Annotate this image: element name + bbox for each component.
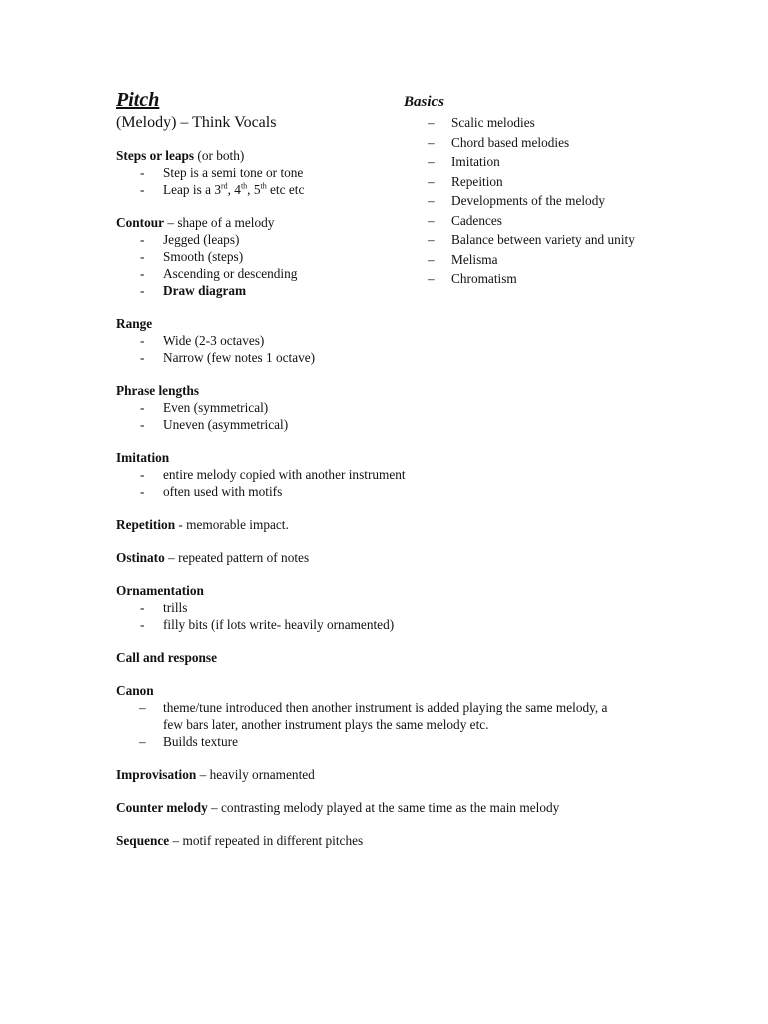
steps-heading: Steps or leaps [116, 148, 195, 163]
bullet-marker: – [428, 271, 435, 286]
ostinato-heading: Ostinato [116, 550, 165, 565]
ostinato-text: – repeated pattern of notes [164, 550, 310, 565]
steps-item-text: , 5 [247, 182, 261, 197]
list-item [116, 466, 736, 483]
bullet-marker: – [139, 734, 146, 749]
basics-item-text: Repeition [451, 173, 503, 189]
call-response-heading: Call and response [116, 650, 217, 665]
steps-item-text: , 4 [227, 182, 241, 197]
bullet-marker: - [140, 182, 145, 197]
basics-item-text: Cadences [451, 212, 502, 228]
page-subtitle: (Melody) – Think Vocals [116, 114, 277, 131]
list-item [116, 599, 736, 616]
list-item [116, 733, 628, 750]
imitation-item-text: often used with motifs [163, 484, 283, 499]
range-item-text: Wide (2-3 octaves) [163, 333, 265, 348]
steps-item-text: Leap is a 3 [163, 182, 221, 197]
ornamentation-item-text: trills [163, 600, 188, 615]
ornamentation-section [116, 582, 736, 633]
contour-heading-rest: – shape of a melody [164, 215, 275, 230]
bullet-marker: – [139, 700, 146, 715]
steps-item-text: etc etc [266, 182, 305, 197]
bullet-marker: – [428, 193, 435, 208]
bullet-marker: - [140, 232, 145, 247]
list-item [404, 269, 734, 289]
bullet-marker: - [140, 283, 145, 298]
ordinal-suffix: th [260, 181, 267, 191]
range-section [116, 315, 736, 366]
bullet-marker: – [428, 212, 435, 228]
bullet-marker: - [140, 600, 145, 615]
improvisation-line [116, 766, 736, 783]
phrase-heading: Phrase lengths [116, 383, 200, 398]
bullet-marker: – [428, 173, 435, 189]
list-item [116, 616, 736, 633]
bullet-marker: - [140, 400, 145, 415]
basics-item-text: Melisma [451, 251, 498, 267]
contour-item-text: Smooth (steps) [163, 249, 244, 264]
basics-column [404, 92, 734, 289]
ornamentation-item-text: filly bits (if lots write- heavily ornamented) [163, 617, 395, 632]
list-item [116, 332, 736, 349]
basics-heading: Basics [404, 94, 445, 110]
bullet-marker: - [140, 417, 145, 432]
bullet-marker: - [140, 350, 145, 365]
bullet-marker: - [140, 165, 145, 180]
ordinal-suffix: rd [220, 181, 228, 191]
steps-item-text: Step is a semi tone or tone [163, 165, 304, 180]
imitation-heading: Imitation [116, 450, 170, 465]
list-item [116, 399, 736, 416]
improvisation-heading: Improvisation [116, 767, 197, 782]
list-item [404, 230, 734, 250]
canon-heading: Canon [116, 683, 154, 698]
imitation-item-text: entire melody copied with another instrument [163, 467, 406, 482]
sequence-line [116, 832, 736, 849]
sequence-heading: Sequence [116, 833, 170, 848]
range-item-text: Narrow (few notes 1 octave) [163, 350, 316, 365]
contour-item-text: Jegged (leaps) [163, 232, 240, 247]
list-item [404, 211, 734, 231]
ordinal-suffix: th [240, 181, 248, 191]
basics-item-text: Balance between variety and unity [451, 232, 635, 247]
canon-section [116, 682, 736, 750]
counter-melody-line [116, 799, 736, 816]
list-item [404, 191, 734, 211]
canon-item-text: Builds texture [163, 734, 238, 749]
list-item [404, 113, 734, 133]
bullet-marker: - [140, 266, 145, 281]
counter-melody-heading: Counter melody [116, 800, 208, 815]
bullet-marker: – [428, 154, 435, 169]
contour-heading: Contour [116, 215, 165, 230]
contour-item-text: Draw diagram [163, 283, 247, 298]
phrase-item-text: Even (symmetrical) [163, 400, 269, 415]
basics-item-text: Developments of the melody [451, 193, 605, 208]
bullet-marker: – [428, 251, 435, 267]
bullet-marker: - [140, 467, 145, 482]
ornamentation-heading: Ornamentation [116, 583, 204, 598]
phrase-item-text: Uneven (asymmetrical) [163, 417, 289, 432]
bullet-marker: - [140, 484, 145, 499]
list-item [404, 172, 734, 192]
repetition-text: - memorable impact. [175, 517, 289, 532]
list-item [116, 349, 736, 366]
bullet-marker: – [428, 134, 435, 150]
basics-item-text: Chromatism [451, 271, 517, 286]
canon-item-text: theme/tune introduced then another instrument is added playing the same melody, a few bars later, another instrument plays the same melody etc. [163, 700, 608, 732]
bullet-marker: - [140, 249, 145, 264]
ostinato-line [116, 549, 736, 566]
imitation-section [116, 449, 736, 500]
list-item [116, 416, 736, 433]
list-item [116, 699, 628, 733]
steps-heading-rest: (or both) [194, 148, 245, 163]
bullet-marker: – [428, 232, 435, 247]
counter-melody-text: – contrasting melody played at the same time as the main melody [207, 800, 560, 815]
bullet-marker: - [140, 617, 145, 632]
bullet-marker: - [140, 333, 145, 348]
basics-item-text: Chord based melodies [451, 134, 570, 150]
basics-item-text: Scalic melodies [451, 115, 535, 130]
contour-item-text: Ascending or descending [163, 266, 298, 281]
basics-item-text: Imitation [451, 154, 500, 169]
page-title: Pitch [116, 89, 160, 111]
phrase-section [116, 382, 736, 433]
list-item [404, 133, 734, 153]
bullet-marker: – [428, 115, 435, 130]
repetition-heading: Repetition [116, 517, 176, 532]
list-item [404, 250, 734, 270]
list-item [404, 152, 734, 172]
repetition-line [116, 516, 736, 533]
improvisation-text: – heavily ornamented [196, 767, 315, 782]
basics-list [404, 113, 734, 289]
sequence-text: – motif repeated in different pitches [169, 833, 364, 848]
list-item [116, 483, 736, 500]
range-heading: Range [116, 316, 153, 331]
